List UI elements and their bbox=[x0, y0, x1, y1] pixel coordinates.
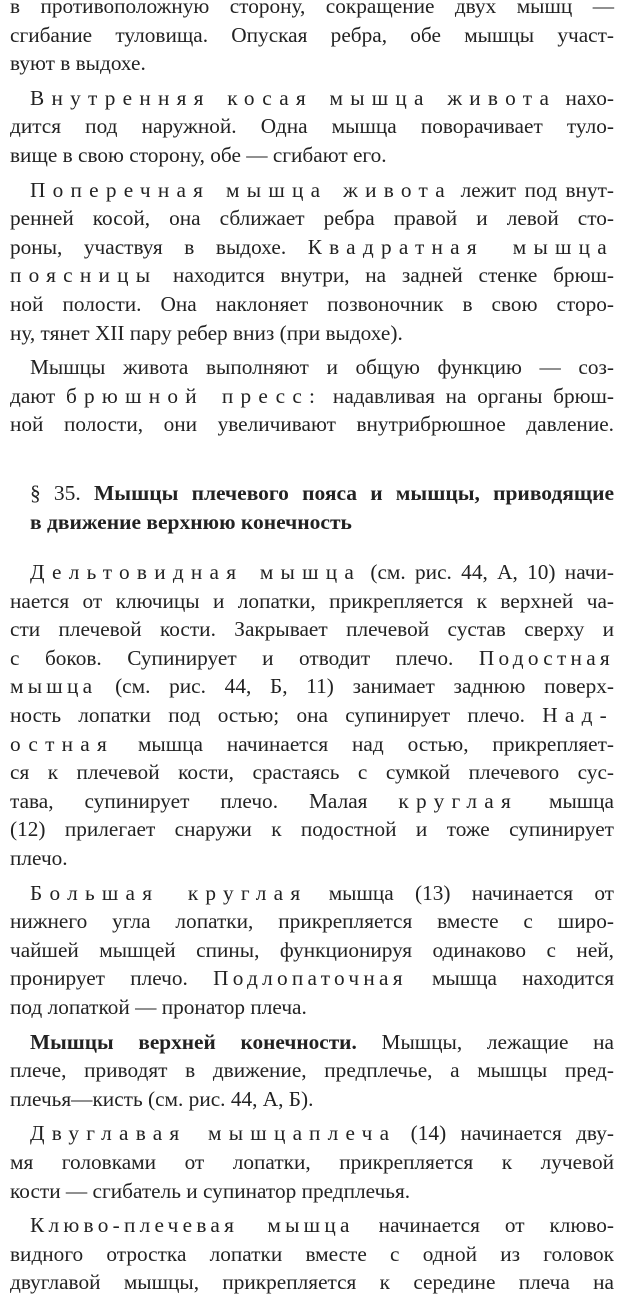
text-line bbox=[10, 204, 614, 233]
text-run: видного отростка лопатки вместе с одной из головок bbox=[10, 1241, 614, 1266]
text-run: чайшей мышцей спины, функционируя одинаково с ней, bbox=[10, 937, 614, 962]
text-run: мышца находится bbox=[406, 966, 614, 991]
text-line bbox=[10, 84, 614, 113]
text-line bbox=[10, 1028, 614, 1057]
text-run: вуют в выдохе. bbox=[10, 51, 146, 76]
spaced-term: Клюво-плечевая мышца bbox=[30, 1213, 354, 1238]
text-run: ной полости. Она наклоняет позвоночник в свою сторо- bbox=[10, 291, 614, 316]
text-run: ность лопатки под остью; она супинирует плечо. bbox=[10, 703, 543, 728]
text-line bbox=[10, 1148, 614, 1177]
text-line bbox=[10, 1240, 614, 1269]
spaced-term: Поперечная мышца живота bbox=[30, 177, 452, 202]
paragraph-gap bbox=[10, 536, 614, 558]
spaced-term: Квадратная мышца bbox=[307, 234, 614, 259]
text-run: с боков. Супинирует и отводит плечо. bbox=[10, 645, 479, 670]
text-run: нижнего угла лопатки, прикрепляется вместе с широ- bbox=[10, 909, 614, 934]
text-line bbox=[10, 758, 614, 787]
paragraph-gap bbox=[10, 439, 614, 479]
text-line bbox=[10, 261, 614, 290]
bold-text: в движение верхнюю конечность bbox=[30, 509, 352, 534]
text-line bbox=[10, 290, 614, 319]
text-run: (см. рис. 44, Б, 11) занимает заднюю поверх- bbox=[96, 674, 614, 699]
spaced-term: мышца bbox=[10, 674, 97, 699]
text-run: лежит под внут- bbox=[451, 177, 614, 202]
text-line bbox=[10, 879, 614, 908]
section-heading-line bbox=[10, 508, 614, 537]
text-line bbox=[10, 730, 614, 759]
text-line bbox=[10, 382, 614, 411]
text-run: мышца начинается над остью, прикрепляет- bbox=[114, 731, 614, 756]
text-run: нается от ключицы и лопатки, прикрепляется к верхней ча- bbox=[10, 588, 614, 613]
text-run: ной полости, они увеличивают внутрибрюшное давление. bbox=[10, 412, 614, 437]
spaced-term: Двуглавая мышцаплеча bbox=[30, 1121, 397, 1146]
text-line bbox=[10, 1056, 614, 1085]
text-line bbox=[10, 233, 614, 262]
text-run: § 35. bbox=[30, 480, 94, 505]
text-run: мышца bbox=[518, 788, 614, 813]
text-line bbox=[10, 112, 614, 141]
text-line bbox=[10, 558, 614, 587]
bold-text: Мышцы плечевого пояса и мышцы, приводящие bbox=[94, 480, 614, 505]
text-line bbox=[10, 49, 614, 78]
text-column bbox=[10, 0, 614, 1297]
spaced-term: Дельтовидная мышца bbox=[30, 560, 362, 585]
text-line bbox=[10, 319, 614, 348]
spaced-term: Подостная bbox=[478, 645, 614, 670]
text-run: пронирует плечо. bbox=[10, 966, 214, 991]
text-line bbox=[10, 0, 614, 21]
section-heading-line bbox=[10, 479, 614, 508]
text-line bbox=[10, 1085, 614, 1114]
text-line bbox=[10, 815, 614, 844]
text-line bbox=[10, 587, 614, 616]
text-line bbox=[10, 1268, 614, 1297]
text-run: плечо. bbox=[10, 846, 68, 871]
text-line bbox=[10, 21, 614, 50]
text-line bbox=[10, 1177, 614, 1206]
text-run: надавливая на органы брюш- bbox=[322, 383, 614, 408]
spaced-term: Большая круглая bbox=[30, 880, 308, 905]
text-line bbox=[10, 353, 614, 382]
text-run: кости — сгибатель и супинатор предплечья. bbox=[10, 1178, 411, 1203]
text-run: роны, участвуя в выдохе. bbox=[10, 234, 308, 259]
text-line bbox=[10, 1211, 614, 1240]
text-run: ся к плечевой кости, срастаясь с сумкой плечевого сус- bbox=[10, 760, 614, 785]
text-run: ренней косой, она сближает ребра правой и левой сто- bbox=[10, 206, 614, 231]
text-run: Мышцы, лежащие на bbox=[356, 1029, 614, 1054]
spaced-term: Подлопаточная bbox=[213, 966, 407, 991]
text-line bbox=[10, 615, 614, 644]
text-run: дится под наружной. Одна мышца поворачивает туло- bbox=[10, 114, 614, 139]
text-run: мышца (13) начинается от bbox=[307, 880, 614, 905]
spaced-term: остная bbox=[10, 731, 115, 756]
text-run: нахо- bbox=[556, 85, 614, 110]
spaced-term: брюшной пресс: bbox=[65, 383, 323, 408]
text-line bbox=[10, 141, 614, 170]
text-line bbox=[10, 1119, 614, 1148]
text-run: (12) прилегает снаружи к подостной и тоже супинирует bbox=[10, 817, 614, 842]
text-run: двуглавой мышцы, прикрепляется к середине плеча на bbox=[10, 1270, 614, 1295]
text-line bbox=[10, 844, 614, 873]
text-run: тава, супинирует плечо. Малая bbox=[10, 788, 399, 813]
text-run: плече, приводят в движение, предплечье, а мышцы пред- bbox=[10, 1058, 614, 1083]
text-run: начинается от клюво- bbox=[353, 1213, 614, 1238]
spaced-term: круглая bbox=[398, 788, 518, 813]
spaced-term: Внутренняя косая мышца живота bbox=[30, 85, 557, 110]
text-run: под лопаткой — пронатор плеча. bbox=[10, 995, 307, 1019]
text-run: (см. рис. 44, А, 10) начи- bbox=[361, 560, 614, 585]
text-line bbox=[10, 936, 614, 965]
text-run: (14) начинается дву- bbox=[396, 1121, 614, 1146]
text-run: Мышцы живота выполняют и общую функцию — соз- bbox=[30, 355, 614, 380]
text-run: плечья—кисть (см. рис. 44, А, Б). bbox=[10, 1086, 314, 1111]
text-line bbox=[10, 672, 614, 701]
bold-text: Мышцы верхней конечности. bbox=[30, 1029, 357, 1054]
text-line bbox=[10, 644, 614, 673]
text-line bbox=[10, 907, 614, 936]
text-line bbox=[10, 993, 614, 1022]
text-run: дают bbox=[10, 383, 66, 408]
text-run: находится внутри, на задней стенке брюш- bbox=[157, 263, 614, 288]
text-run: мя головками от лопатки, прикрепляется к лучевой bbox=[10, 1149, 614, 1174]
text-run: ну, тянет XII пару ребер вниз (при выдохе). bbox=[10, 320, 403, 345]
text-line bbox=[10, 176, 614, 205]
text-line bbox=[10, 787, 614, 816]
text-run: вище в свою сторону, обе — сгибают его. bbox=[10, 142, 387, 167]
text-run: сти плечевой кости. Закрывает плечевой сустав сверху и bbox=[10, 617, 614, 642]
text-run: сгибание туловища. Опуская ребра, обе мышцы участ- bbox=[10, 22, 614, 47]
text-line bbox=[10, 410, 614, 439]
spaced-term: поясницы bbox=[10, 263, 158, 288]
spaced-term: Над- bbox=[542, 703, 614, 728]
text-line bbox=[10, 701, 614, 730]
text-run: в противоположную сторону, сокращение двух мышц — bbox=[10, 0, 614, 18]
text-line bbox=[10, 964, 614, 993]
